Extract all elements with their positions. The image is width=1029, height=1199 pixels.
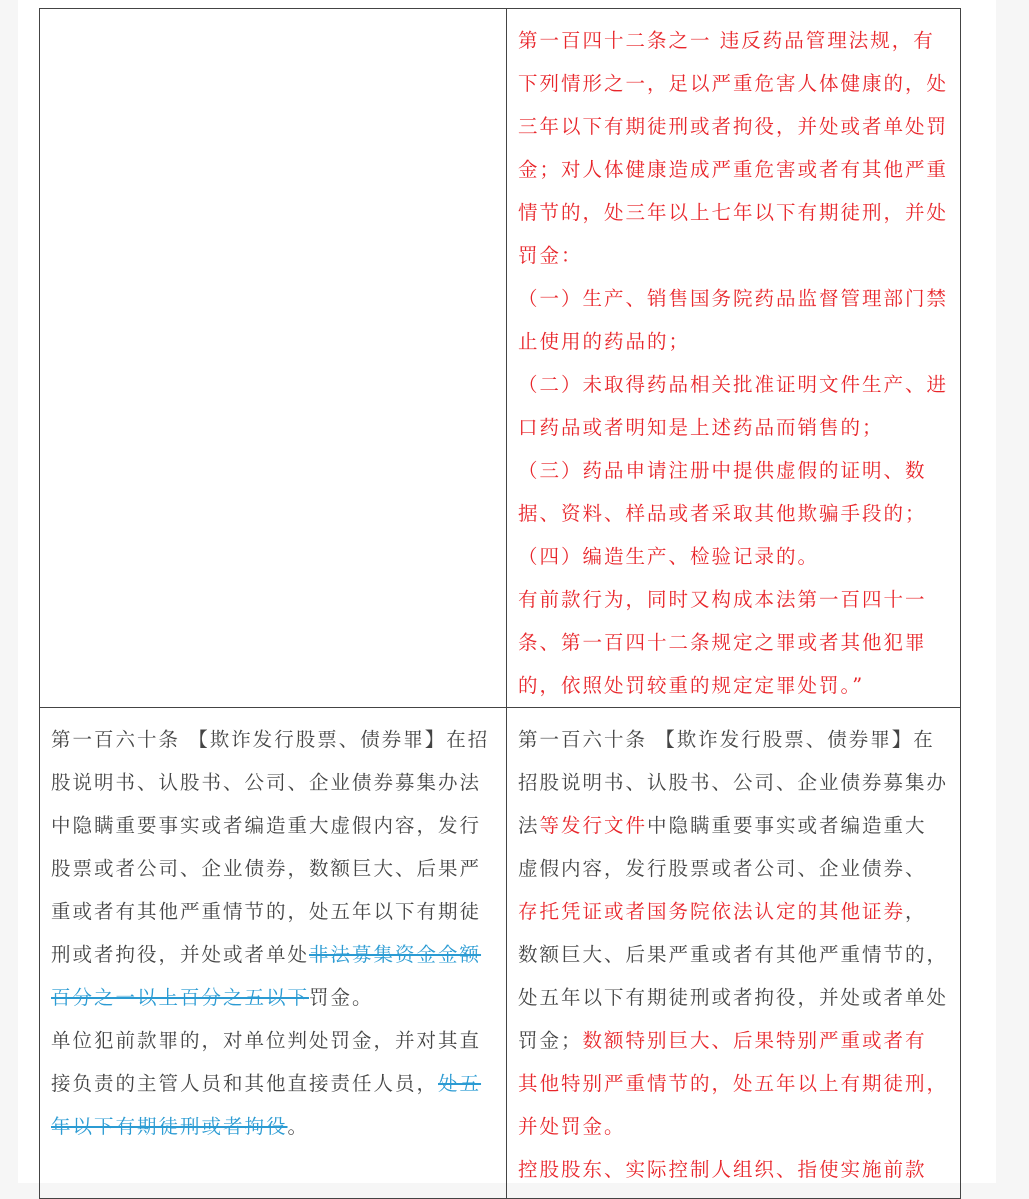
new-text-cell <box>507 708 961 1199</box>
law-comparison-table <box>39 8 961 1199</box>
table-row <box>40 9 961 708</box>
deleted-text: 处五年以下有期徒刑或者拘役 <box>51 1072 482 1138</box>
body-text: ，数额巨大、后果严重或者有其他严重情节的，处五年以下有期徒刑或者拘役，并处或者单处罚金； <box>518 900 949 1052</box>
paragraph <box>518 363 948 449</box>
paragraph <box>518 578 948 707</box>
added-text: 有前款行为，同时又构成本法第一百四十一条、第一百四十二条规定之罪或者其他犯罪的，依照处罚较重的规定定罪处罚。” <box>518 588 927 697</box>
paragraph <box>518 277 948 363</box>
document-page <box>18 0 996 1183</box>
added-text: （一）生产、销售国务院药品监督管理部门禁止使用的药品的； <box>518 287 949 353</box>
added-text: （四）编造生产、检验记录的。 <box>518 545 820 568</box>
paragraph <box>518 718 948 1148</box>
paragraph <box>518 449 948 535</box>
table-row <box>40 708 961 1199</box>
body-text: 第一百六十条 【欺诈发行股票、债券罪】在招股说明书、认股书、公司、企业债券募集办法中隐瞒重要事实或者编造重大虚假内容，发行股票或者公司、企业债券，数额巨大、后果严重或者有其他严重情节的，处五年以下有期徒刑或者拘役，并处或者单处 <box>51 728 490 966</box>
body-text: 第一百六十条 【欺诈发行股票、债券罪】在招股说明书、认股书、公司、企业债券募集办法 <box>518 728 949 837</box>
added-text: （三）药品申请注册中提供虚假的证明、数据、资料、样品或者采取其他欺骗手段的； <box>518 459 927 525</box>
added-text: （二）未取得药品相关批准证明文件生产、进口药品或者明知是上述药品而销售的； <box>518 373 949 439</box>
body-text: 中隐瞒重要事实或者编造重大虚假内容，发行股票或者公司、企业债券、 <box>518 814 927 880</box>
paragraph <box>51 718 494 1019</box>
paragraph <box>518 535 948 578</box>
paragraph <box>51 1019 494 1148</box>
paragraph <box>518 19 948 277</box>
paragraph <box>518 1148 948 1191</box>
added-text: 数额特别巨大、后果特别严重或者有其他特别严重情节的，处五年以上有期徒刑，并处罚金。 <box>518 1029 949 1138</box>
body-text: 。 <box>287 1115 310 1138</box>
added-text: 控股股东、实际控制人组织、指使实施前款 <box>518 1158 927 1181</box>
deleted-text: 非法募集资金金额百分之一以上百分之五以下 <box>51 943 482 1009</box>
added-text: 存托凭证或者国务院依法认定的其他证券 <box>518 900 906 923</box>
body-text: 罚金。 <box>309 986 374 1009</box>
new-text-cell <box>507 9 961 708</box>
body-text: 单位犯前款罪的，对单位判处罚金，并对其直接负责的主管人员和其他直接责任人员， <box>51 1029 482 1095</box>
added-text: 等发行文件 <box>539 814 648 837</box>
added-text: 第一百四十二条之一 违反药品管理法规，有下列情形之一，足以严重危害人体健康的，处三年以下有期徒刑或者拘役，并处或者单处罚金；对人体健康造成严重危害或者有其他严重情节的，处三年以上七年以下有期徒刑，并处罚金： <box>518 29 949 267</box>
old-text-cell <box>40 9 507 708</box>
old-text-cell <box>40 708 507 1199</box>
